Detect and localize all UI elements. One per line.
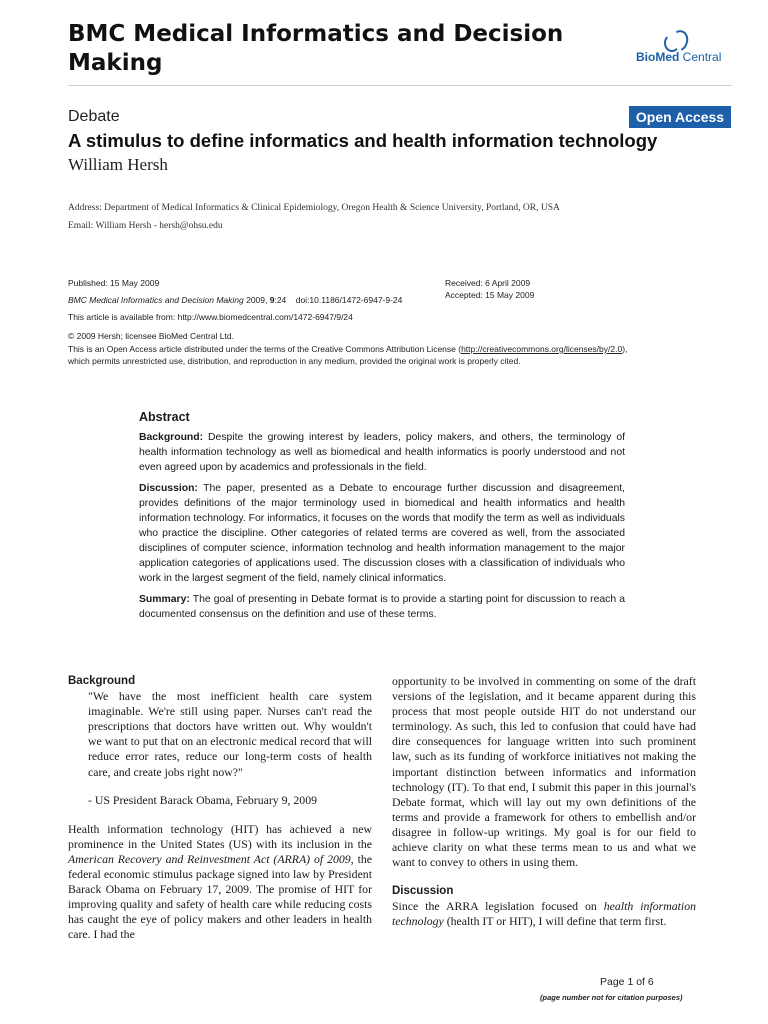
received-date: Received: 6 April 2009 xyxy=(445,278,531,288)
copyright: © 2009 Hersh; licensee BioMed Central Ltd. xyxy=(68,331,234,341)
quote-attribution: - US President Barack Obama, February 9, 2009 xyxy=(88,792,318,807)
abstract-background: Background: Despite the growing interest by leaders, policy makers, and others, the terminology of health information technology as well as biomedical and health informatics is poorly understood and not even agreed upon by academics and professionals in the field. xyxy=(139,432,625,473)
license-line-2: which permits unrestricted use, distribution, and reproduction in any medium, provided the original work is properly cited. xyxy=(68,356,521,366)
page-number-note: (page number not for citation purposes) xyxy=(540,993,683,1002)
background-paragraph-continued: opportunity to be involved in commenting on some of the draft versions of the legislation, and it became apparent during this process that most people outside HIT do not understand our terminology. As such, this led to confusion that could have had dire consequences for language written into such prominent law, such as its funding of workforce initiatives not making the important distinction between informatics and information technology (IT). To that end, I submit this paper in this journal's Debate format, which will lay out my own definitions of the terms and provide a framework for others to embellish and/or disagree in follow-up writings. My goal is for our field to achieve clarity on what these terms mean to us and what we want to convey to others in using them. xyxy=(392,674,696,870)
published-date: Published: 15 May 2009 xyxy=(68,278,160,288)
article-title: A stimulus to define informatics and health information technology xyxy=(68,130,658,151)
license-link[interactable]: http://creativecommons.org/licenses/by/2.0 xyxy=(461,344,623,354)
accepted-date: Accepted: 15 May 2009 xyxy=(445,290,535,300)
abstract-discussion: Discussion: The paper, presented as a Debate to encourage further discussion and disagreement, provides definitions of the major terminology used in biomedical and health informatics and health information technology. For informatics, it focuses on the words that modify the term as well as individuals who practice the discipline. Other categories of related terms are covered as well, from the associated disciplines of computer science, information technolog and health information management to the major application categories of applications used. The discussion closes with a classification of individuals who work in the largest segment of the field, namely clinical informatics. xyxy=(139,483,625,584)
background-heading: Background xyxy=(68,675,136,687)
page-number: Page 1 of 6 xyxy=(600,976,654,988)
article-type: Debate xyxy=(68,108,120,125)
journal-title: BMC Medical Informatics and Decision Making xyxy=(68,21,564,76)
body-column-left xyxy=(68,674,372,943)
discussion-paragraph: Since the ARRA legislation focused on health information technology (health IT or HIT), I will define that term first. xyxy=(392,899,696,929)
open-access-badge: Open Access xyxy=(629,106,731,128)
abstract-summary: Summary: The goal of presenting in Debate format is to provide a starting point for discussion to reach a documented consensus on the definition and use of these terms. xyxy=(139,594,625,620)
citation: BMC Medical Informatics and Decision Making 2009, 9:24 doi:10.1186/1472-6947-9-24 xyxy=(68,295,403,305)
header-divider xyxy=(68,85,732,86)
abstract-heading: Abstract xyxy=(139,410,190,424)
background-paragraph: Health information technology (HIT) has achieved a new prominence in the United States (US) with its inclusion in the American Recovery and Reinvestment Act (ARRA) of 2009, the federal economic stimulus package signed into law by President Barack Obama on February 17, 2009. The promise of HIT for improving quality and safety of health care while reducing costs has caught the eye of policy makers and other leaders in health care. I had the xyxy=(68,821,372,942)
logo-text: BioMed Central xyxy=(636,50,722,64)
article-url[interactable]: This article is available from: http://www.biomedcentral.com/1472-6947/9/24 xyxy=(68,312,353,322)
abstract xyxy=(139,410,625,628)
biomed-central-logo xyxy=(610,30,740,70)
author-address: Address: Department of Medical Informatics & Clinical Epidemiology, Oregon Health & Science University, Portland, OR, USA xyxy=(68,203,560,213)
author-email[interactable]: Email: William Hersh - hersh@ohsu.edu xyxy=(68,221,223,231)
license-line-1: This is an Open Access article distributed under the terms of the Creative Commons Attribution License (http://creativecommons.org/licenses/by/2.0), xyxy=(68,344,628,354)
author-name: William Hersh xyxy=(68,155,168,174)
discussion-heading: Discussion xyxy=(392,885,454,898)
obama-quote: "We have the most inefficient health care system imaginable. We're still using paper. Nurses can't read the prescriptions that doctors have written out. Why wouldn't we want to put that on an electronic medical record that will reduce error rates, reduce our long-term costs of health care, and create jobs right now?" xyxy=(88,689,373,779)
body-column-right xyxy=(392,674,696,930)
